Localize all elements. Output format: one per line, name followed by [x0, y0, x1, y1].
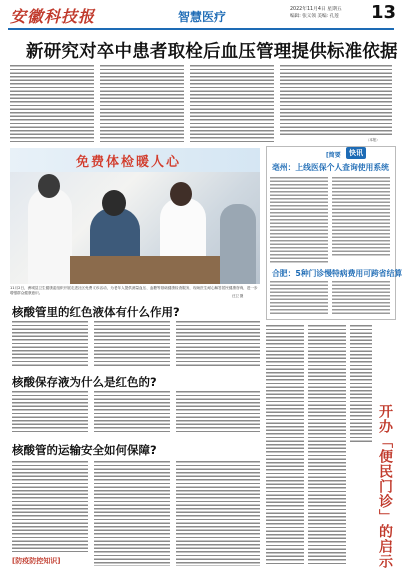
a3-col-3 [176, 460, 260, 566]
doctor-figure [28, 188, 72, 284]
vertical-commentary-title: 开办「便民门诊」的启示 [377, 404, 393, 569]
a2-col-1 [12, 390, 88, 434]
headline: 新研究对卒中患者取栓后血压管理提供标准依据 [26, 42, 398, 62]
editor-credit: 编辑: 张义领 美编: 孔莲 [290, 14, 339, 19]
rb-col-2 [332, 176, 390, 256]
section-label: 智慧医疗 [178, 10, 227, 24]
doctor-head [38, 174, 60, 198]
health-checkup-photo [10, 148, 260, 284]
a2-col-3 [176, 390, 260, 434]
right-box-title: 亳州：上线医保个人查询使用系统 [272, 163, 389, 172]
photo-credit: 汪卫 摄 [232, 294, 244, 298]
lead-source: （本报） [366, 138, 380, 142]
lead-col-1 [10, 64, 94, 144]
table [70, 256, 220, 284]
comment-col-2 [308, 324, 346, 566]
a3-col-1 [12, 460, 88, 552]
quick-news-prefix: [简要 [326, 152, 341, 159]
quick-news-brand: 快讯 [346, 147, 366, 159]
a1-col-1 [12, 320, 88, 366]
a2-col-2 [94, 390, 170, 434]
lead-col-3 [190, 64, 274, 144]
lead-col-4 [280, 64, 392, 136]
comment-col-1 [266, 324, 304, 566]
prevention-tag: [防疫防控知识] [12, 557, 61, 565]
a1-col-2 [94, 320, 170, 366]
a1-col-3 [176, 320, 260, 366]
photo-caption: 11月2日，洲城县卫生健康委组织开展走进社区免费义诊活动，为老年人提供测量血压、血糖等基础健康检查服务，现场医生耐心解答居民健康咨询，进一步增强群众健康意识。 [10, 286, 258, 295]
bg-person [220, 204, 256, 284]
lead-col-2 [100, 64, 184, 144]
r2-col-1 [270, 280, 328, 314]
patient-head [102, 190, 126, 216]
article2-title: 核酸保存液为什么是红色的? [12, 375, 157, 389]
comment-col-3 [350, 324, 372, 444]
issue-date: 2022年11月4日 星期五 [290, 7, 342, 12]
right2-title: 合肥：5种门诊慢特病费用可跨省结算 [272, 269, 402, 278]
rb-col-1 [270, 176, 328, 264]
masthead-rule [8, 28, 394, 30]
page-number: 13 [371, 2, 397, 23]
r2-col-2 [332, 280, 390, 314]
logo: 安徽科技报 [10, 7, 96, 26]
nurse-head [170, 182, 192, 206]
a3-col-2 [94, 460, 170, 566]
masthead [0, 0, 402, 34]
banner-text: 免费体检暖人心 [76, 155, 182, 170]
article1-title: 核酸管里的红色液体有什么作用? [12, 305, 180, 319]
article3-title: 核酸管的运输安全如何保障? [12, 443, 157, 457]
